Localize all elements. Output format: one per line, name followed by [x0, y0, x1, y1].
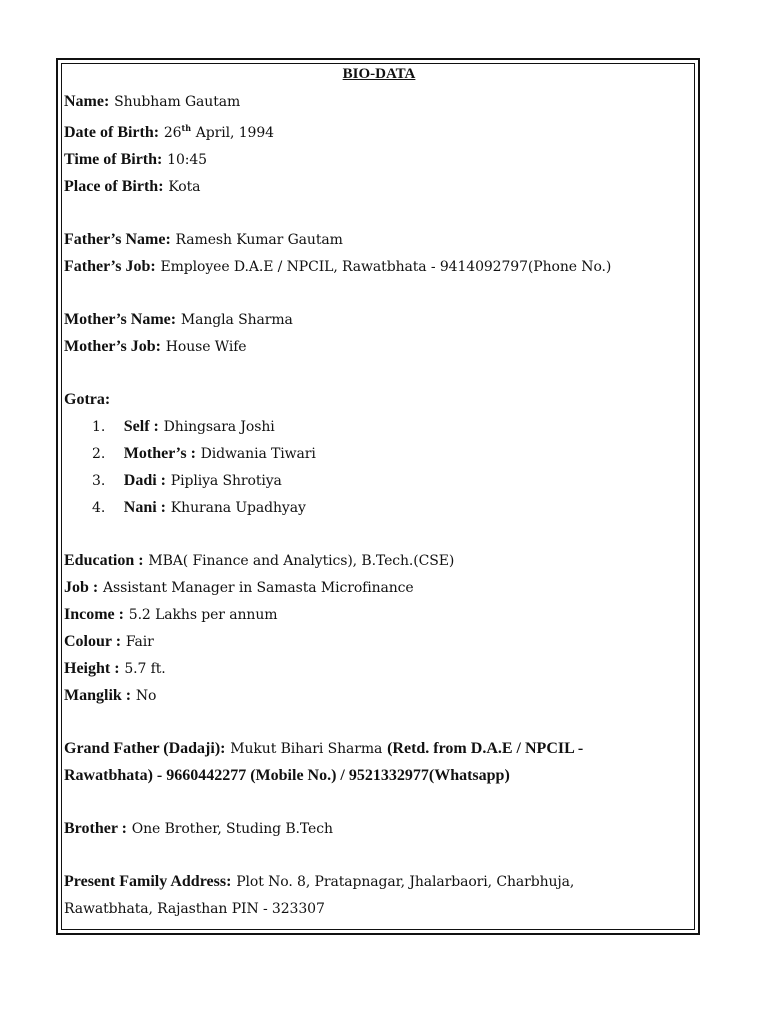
job-value: Assistant Manager in Samasta Microfinance: [103, 580, 414, 596]
dob-suffix: th: [181, 123, 192, 133]
address-line-2: Rawatbhata, Rajasthan PIN - 323307: [64, 901, 325, 917]
height-value: 5.7 ft.: [124, 661, 166, 677]
pob-value: Kota: [168, 179, 201, 195]
mother-name-row: [64, 306, 694, 333]
biodata-content: [64, 62, 694, 922]
grandfather-detail-1: (Retd. from D.A.E / NPCIL -: [387, 740, 584, 757]
father-name-row: [64, 226, 694, 253]
list-item: [64, 413, 694, 440]
brother-label: Brother :: [64, 820, 127, 837]
manglik-row: [64, 682, 694, 709]
tob-value: 10:45: [167, 152, 207, 168]
job-label: Job :: [64, 579, 99, 596]
colour-label: Colour :: [64, 633, 122, 650]
gotra-label: Gotra:: [64, 391, 111, 408]
father-job-label: Father’s Job:: [64, 258, 156, 275]
address-line-1: Plot No. 8, Pratapnagar, Jhalarbaori, Charbhuja,: [236, 874, 575, 890]
gotra-item-label: Nani :: [123, 499, 167, 516]
education-label: Education :: [64, 552, 144, 569]
pob-label: Place of Birth:: [64, 178, 164, 195]
mother-job-label: Mother’s Job:: [64, 338, 162, 355]
list-number: 3.: [92, 473, 106, 489]
dob-label: Date of Birth:: [64, 124, 160, 141]
grandfather-detail-2: Rawatbhata) - 9660442277 (Mobile No.) / 9521332977(Whatsapp): [64, 767, 510, 784]
father-name-value: Ramesh Kumar Gautam: [175, 232, 343, 248]
gotra-item-value: Didwania Tiwari: [200, 446, 316, 462]
name-row: [64, 88, 694, 115]
list-number: 1.: [92, 419, 106, 435]
gotra-list: [64, 413, 694, 521]
height-label: Height :: [64, 660, 120, 677]
brother-value: One Brother, Studing B.Tech: [131, 821, 333, 837]
grandfather-row: [64, 735, 694, 762]
list-item: [64, 440, 694, 467]
list-item: [64, 494, 694, 521]
list-number: 4.: [92, 500, 106, 516]
education-value: MBA( Finance and Analytics), B.Tech.(CSE): [148, 553, 455, 569]
father-job-value: Employee D.A.E / NPCIL, Rawatbhata - 9414092797(Phone No.): [160, 259, 612, 275]
grandfather-detail-row: [64, 762, 694, 789]
gotra-item-label: Self :: [123, 418, 159, 435]
gotra-item-label: Mother’s :: [123, 445, 196, 462]
mother-job-value: House Wife: [165, 339, 247, 355]
gotra-item-value: Dhingsara Joshi: [163, 419, 275, 435]
gotra-item-value: Khurana Upadhyay: [170, 500, 306, 516]
tob-row: [64, 146, 694, 173]
dob-day: 26: [163, 125, 182, 141]
brother-row: [64, 815, 694, 842]
income-label: Income :: [64, 606, 124, 623]
income-value: 5.2 Lakhs per annum: [128, 607, 278, 623]
dob-row: [64, 115, 694, 146]
list-number: 2.: [92, 446, 106, 462]
list-item: [64, 467, 694, 494]
mother-name-value: Mangla Sharma: [180, 312, 293, 328]
dob-rest: April, 1994: [195, 125, 274, 141]
mother-job-row: [64, 333, 694, 360]
address-label: Present Family Address:: [64, 873, 232, 890]
address-row: [64, 868, 694, 895]
name-value: Shubham Gautam: [114, 94, 241, 110]
name-label: Name:: [64, 93, 110, 110]
tob-label: Time of Birth:: [64, 151, 163, 168]
manglik-label: Manglik :: [64, 687, 132, 704]
gotra-item-value: Pipliya Shrotiya: [170, 473, 282, 489]
mother-name-label: Mother’s Name:: [64, 311, 177, 328]
gotra-item-label: Dadi :: [123, 472, 167, 489]
document-title: BIO-DATA: [342, 66, 416, 82]
gotra-heading: [64, 386, 694, 413]
grandfather-name: Mukut Bihari Sharma: [230, 741, 383, 757]
height-row: [64, 655, 694, 682]
colour-value: Fair: [125, 634, 154, 650]
father-name-label: Father’s Name:: [64, 231, 171, 248]
address-row-2: [64, 895, 694, 922]
pob-row: [64, 173, 694, 200]
education-row: [64, 547, 694, 574]
job-row: [64, 574, 694, 601]
manglik-value: No: [135, 688, 157, 704]
colour-row: [64, 628, 694, 655]
grandfather-label: Grand Father (Dadaji):: [64, 740, 226, 757]
father-job-row: [64, 253, 694, 280]
income-row: [64, 601, 694, 628]
